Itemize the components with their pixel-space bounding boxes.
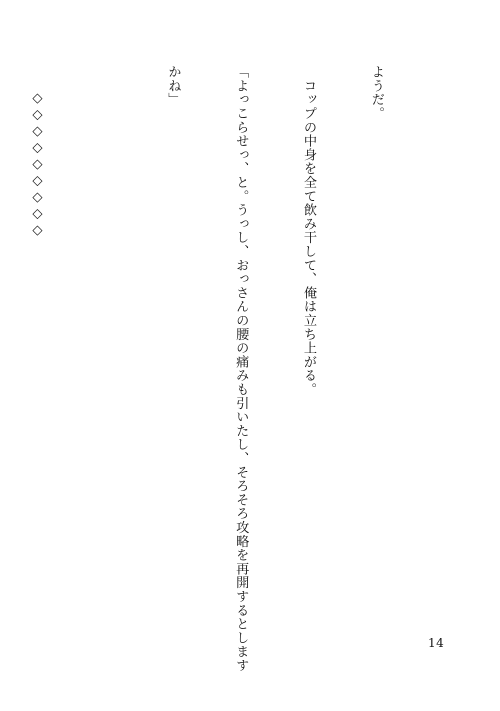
page-number: 14	[428, 636, 445, 650]
text-line: ようだ。	[368, 65, 384, 121]
section-break-diamonds: ◇◇◇◇◇◇◇◇◇	[29, 91, 45, 240]
blank-line	[93, 65, 116, 655]
text-line: かね」	[165, 65, 181, 107]
text-line: コップの中身を全て飲み干して、俺は立ち上がる。	[301, 65, 317, 397]
vertical-text-body	[0, 65, 432, 673]
text-line: 「よっこらせっ、と。うっし、おっさんの腰の痛みも引いたし、そろそろ攻略を再開するとします	[233, 65, 249, 673]
